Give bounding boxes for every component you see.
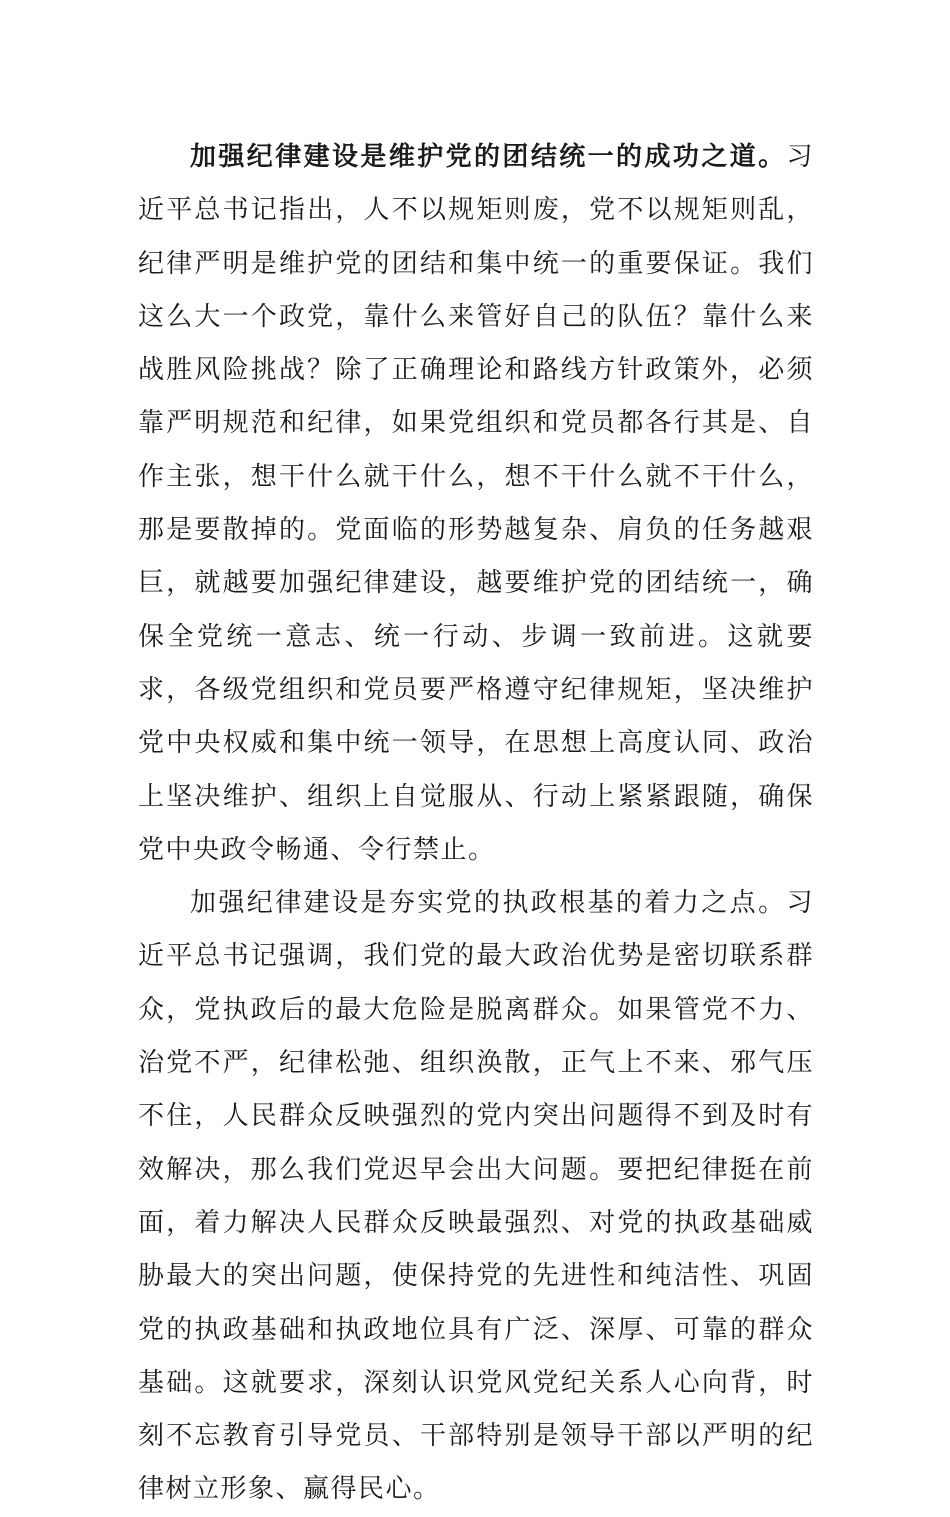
paragraph-1-body: 习近平总书记指出，人不以规矩则废，党不以规矩则乱，纪律严明是维护党的团结和集中统一的重要保证。我们这么大一个政党，靠什么来管好自己的队伍？靠什么来战胜风险挑战？除了正确理论和路线方针政策外，必须靠严明规范和纪律，如果党组织和党员都各行其是、自作主张，想干什么就干什么，想不干什么就不干什么，那是要散掉的。党面临的形势越复杂、肩负的任务越艰巨，就越要加强纪律建设，越要维护党的团结统一，确保全党统一意志、统一行动、步调一致前进。这就要求，各级党组织和党员要严格遵守纪律规矩，坚决维护党中央权威和集中统一领导，在思想上高度认同、政治上坚决维护、组织上自觉服从、行动上紧紧跟随，确保党中央政令畅通、令行禁止。 [138, 142, 814, 865]
paragraph-2: 加强纪律建设是夯实党的执政根基的着力之点。习近平总书记强调，我们党的最大政治优势是密切联系群众，党执政后的最大危险是脱离群众。如果管党不力、治党不严，纪律松弛、组织涣散，正气上不来、邪气压不住，人民群众反映强烈的党内突出问题得不到及时有效解决，那么我们党迟早会出大问题。要把纪律挺在前面，着力解决人民群众反映最强烈、对党的执政基础威胁最大的突出问题，使保持党的先进性和纯洁性、巩固党的执政基础和执政地位具有广泛、深厚、可靠的群众基础。这就要求，深刻认识党风党纪关系人心向背，时刻不忘教育引导党员、干部特别是领导干部以严明的纪律树立形象、赢得民心。 [138, 888, 814, 1505]
paragraph-1 [138, 131, 814, 877]
document-body [138, 131, 814, 1517]
paragraph-1-lead: 加强纪律建设是维护党的团结统一的成功之道。 [190, 142, 787, 172]
